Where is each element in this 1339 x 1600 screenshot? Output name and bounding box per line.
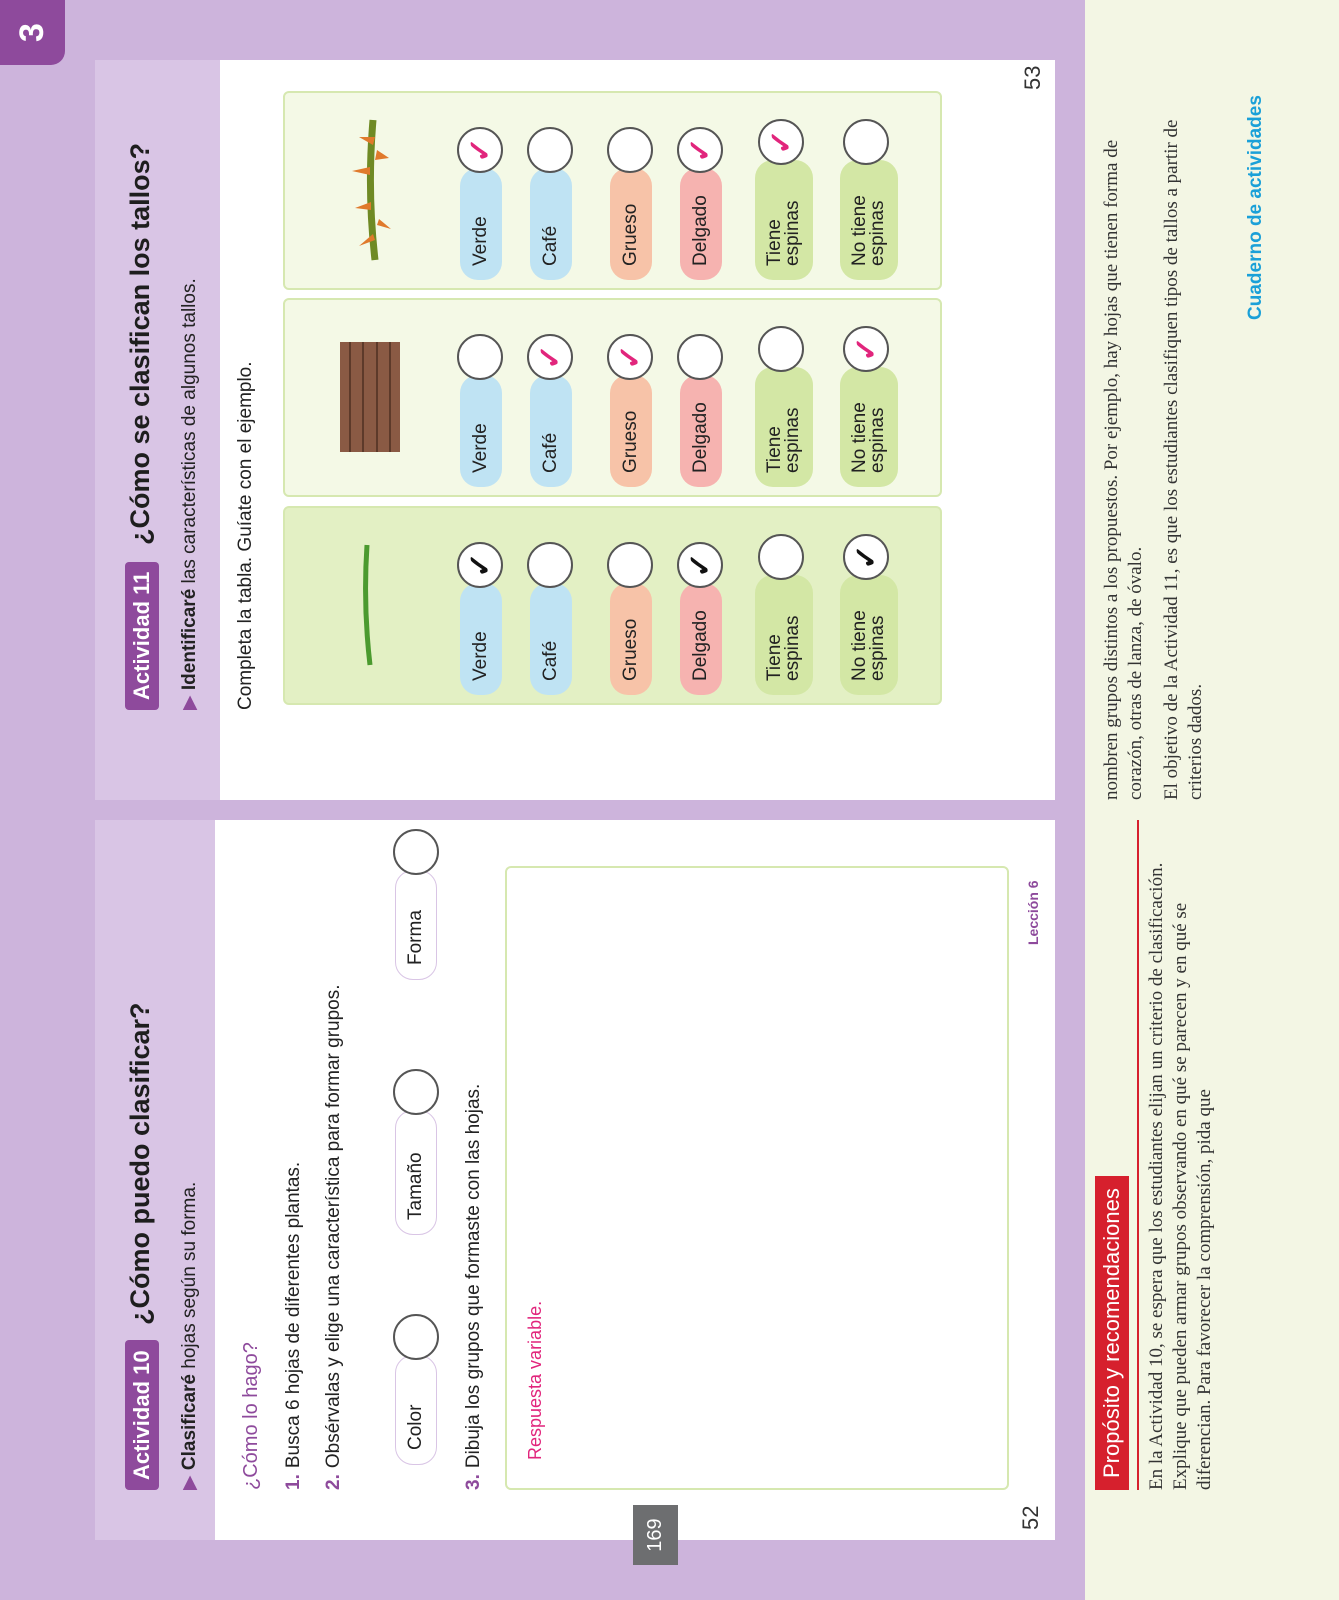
answer-circle[interactable] [758, 119, 804, 165]
unit-badge: 3 [0, 0, 65, 65]
stem-label: No tiene espinas [840, 367, 898, 487]
answer-circle[interactable] [527, 542, 573, 588]
howto-heading: ¿Cómo lo hago? [240, 1342, 262, 1490]
purpose-paragraph-1: En la Actividad 10, se espera que los estudiantes elijan un criterio de clasificación. Explique que pueden armar grupos observando en qué se parecen y en qué se diferencian. Para favorecer la comprensión, pida que [1146, 862, 1215, 1490]
activity-11-instruction: Completa la tabla. Guíate con el ejemplo. [235, 361, 256, 710]
answer-circle[interactable] [527, 334, 573, 380]
stem-label: Tiene espinas [755, 160, 813, 280]
answer-circle[interactable] [457, 127, 503, 173]
check-mark-icon: ✓ [849, 336, 883, 362]
lesson-label: Lección 6 [1025, 880, 1041, 945]
answer-circle[interactable] [677, 334, 723, 380]
answer-circle[interactable] [677, 127, 723, 173]
stem-label: Verde [460, 583, 502, 695]
answer-circle[interactable] [527, 127, 573, 173]
purpose-paragraph-3: El objetivo de la Actividad 11, es que los estudiantes clasifiquen tipos de tallos a partir de criterios dados. [1161, 119, 1206, 800]
check-mark-icon: ✓ [463, 552, 497, 578]
stem-label: Tiene espinas [755, 367, 813, 487]
option-color: Color [395, 1355, 437, 1465]
workbook-link[interactable]: Cuaderno de actividades [1245, 95, 1266, 320]
check-mark-icon: ✓ [613, 344, 647, 370]
step-3: 3.Dibuja los grupos que formaste con las hojas. [463, 1083, 484, 1490]
answer-circle[interactable] [457, 542, 503, 588]
page-number-52: 52 [1018, 1505, 1043, 1530]
activity-11-objective: ▶ Identificaré las características de algunos tallos. [179, 278, 200, 710]
option-shape: Forma [395, 870, 437, 980]
answer-circle[interactable] [843, 534, 889, 580]
check-mark-icon: ✓ [764, 129, 798, 155]
purpose-underline [1137, 820, 1139, 1490]
purpose-paragraph-2: nombren grupos distintos a los propuestos. Por ejemplo, hay hojas que tienen forma de corazón, otras de lanza, de óvalo. [1101, 139, 1146, 800]
answer-text: Respuesta variable. [525, 1300, 545, 1460]
check-mark-icon: ✓ [683, 552, 717, 578]
stem-label: Delgado [680, 583, 722, 695]
activity-11-badge: Actividad 11 [125, 562, 159, 710]
answer-circle[interactable] [677, 542, 723, 588]
brown-trunk-image [295, 312, 440, 487]
step-1: 1.Busca 6 hojas de diferentes plantas. [283, 1161, 304, 1490]
stem-label: Verde [460, 375, 502, 487]
answer-circle[interactable] [457, 334, 503, 380]
step-2: 2.Obsérvalas y elige una característica para formar grupos. [323, 984, 344, 1490]
green-stem-image [295, 520, 440, 695]
stem-label: Verde [460, 168, 502, 280]
stem-label: Café [530, 583, 572, 695]
answer-circle[interactable] [607, 127, 653, 173]
answer-circle[interactable] [758, 326, 804, 372]
check-mark-icon: ✓ [849, 544, 883, 570]
thorny-stem-image [295, 105, 440, 280]
activity-10-title: ¿Cómo puedo clasificar? [125, 1002, 155, 1325]
answer-circle[interactable] [843, 326, 889, 372]
activity-10-objective: ▶ Clasificaré hojas según su forma. [179, 1181, 200, 1490]
check-mark-icon: ✓ [533, 344, 567, 370]
activity-11-title: ¿Cómo se clasifican los tallos? [125, 142, 155, 545]
option-shape-circle[interactable] [393, 829, 439, 875]
page-number-53: 53 [1020, 65, 1045, 90]
option-size: Tamaño [395, 1110, 437, 1235]
option-size-circle[interactable] [393, 1069, 439, 1115]
stem-label: Delgado [680, 168, 722, 280]
stem-label: No tiene espinas [840, 160, 898, 280]
stem-label: Grueso [610, 583, 652, 695]
stem-label: Grueso [610, 168, 652, 280]
activity-10-badge: Actividad 10 [125, 1340, 159, 1490]
answer-circle[interactable] [758, 534, 804, 580]
stem-label: Delgado [680, 375, 722, 487]
answer-circle[interactable] [607, 542, 653, 588]
stem-label: Tiene espinas [755, 575, 813, 695]
check-mark-icon: ✓ [683, 137, 717, 163]
stem-label: Café [530, 168, 572, 280]
check-mark-icon: ✓ [463, 137, 497, 163]
stem-label: Grueso [610, 375, 652, 487]
answer-circle[interactable] [607, 334, 653, 380]
stem-label: No tiene espinas [840, 575, 898, 695]
option-color-circle[interactable] [393, 1314, 439, 1360]
page-number-overlay: 169 [633, 1505, 678, 1565]
answer-circle[interactable] [843, 119, 889, 165]
purpose-heading: Propósito y recomendaciones [1095, 1176, 1129, 1490]
stem-label: Café [530, 375, 572, 487]
drawing-area[interactable] [505, 866, 1009, 1490]
